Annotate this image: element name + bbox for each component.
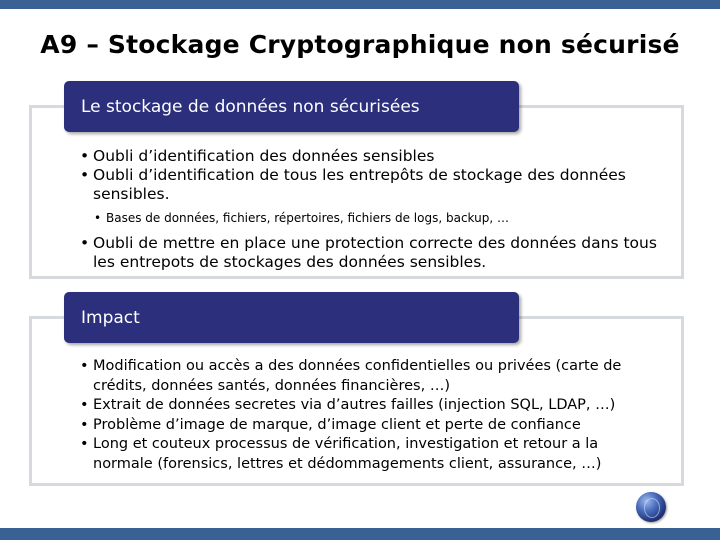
list-item-text: Oubli d’identification de tous les entrepôts de stockage des données sensibles. xyxy=(93,166,626,203)
bottom-bar xyxy=(0,528,720,540)
list-item xyxy=(80,396,660,416)
bullet-icon: • xyxy=(80,397,89,413)
list-item xyxy=(80,357,660,396)
list-item-text: Long et couteux processus de vérification, investigation et retour a la normale (forensics, lettres et dédommagements client, assurance, …) xyxy=(93,436,602,472)
list-item xyxy=(80,234,660,272)
top-bar xyxy=(0,0,720,9)
list-item-text: Problème d’image de marque, d’image client et perte de confiance xyxy=(93,416,581,433)
section-header-label: Le stockage de données non sécurisées xyxy=(81,96,420,117)
list-item xyxy=(80,166,660,204)
sub-list-item xyxy=(80,211,660,226)
bullet-icon: • xyxy=(80,234,90,252)
bullet-icon: • xyxy=(94,211,102,225)
section-header-storage xyxy=(64,81,519,132)
storage-bullet-list xyxy=(80,147,660,272)
globe-icon xyxy=(636,492,666,522)
list-item-text: Oubli d’identification des données sensibles xyxy=(93,147,435,165)
list-item xyxy=(80,416,660,436)
list-item xyxy=(80,147,660,166)
list-item xyxy=(80,435,660,474)
list-item-text: Modification ou accès a des données confidentielles ou privées (carte de crédits, données santés, données financières, …) xyxy=(93,358,622,394)
bullet-icon: • xyxy=(80,166,90,184)
list-item-text: Bases de données, fichiers, répertoires, fichiers de logs, backup, … xyxy=(106,211,509,225)
bullet-icon: • xyxy=(80,416,89,433)
impact-bullet-list xyxy=(80,357,660,474)
list-item-text: Oubli de mettre en place une protection correcte des données dans tous les entrepots de stockages des données sensibles. xyxy=(93,234,657,271)
section-header-label: Impact xyxy=(81,307,140,328)
bullet-icon: • xyxy=(80,436,89,452)
section-header-impact xyxy=(64,292,519,343)
slide-title: A9 – Stockage Cryptographique non sécurisé xyxy=(40,30,680,59)
bullet-icon: • xyxy=(80,147,90,165)
list-item-text: Extrait de données secretes via d’autres failles (injection SQL, LDAP, …) xyxy=(93,397,616,413)
bullet-icon: • xyxy=(80,358,89,374)
